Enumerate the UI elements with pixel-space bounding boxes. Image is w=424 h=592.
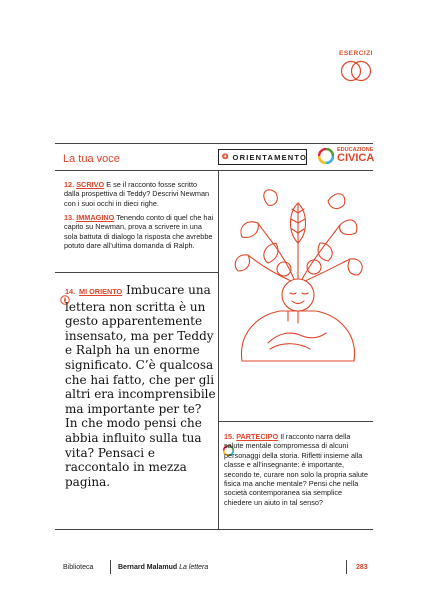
exercise-15 bbox=[224, 432, 371, 507]
exercise-text: Tenendo conto di quel che hai capito su Newman, prova a scrivere in una sola battuta di dialogo la risposta che avrebbe potuto dare all’ultima domanda di Ralph. bbox=[64, 213, 214, 251]
esercizi-label: ESERCIZI bbox=[339, 50, 373, 57]
footer-divider bbox=[110, 560, 111, 574]
exercise-text: E se il racconto fosse scritto dalla prospettiva di Teddy? Descrivi Newman con i suoi occhi in dieci righe. bbox=[64, 180, 210, 208]
footer-credit bbox=[118, 564, 208, 571]
civica-line2: CIVICA bbox=[337, 152, 375, 164]
exercise-number: 13. bbox=[64, 213, 75, 222]
exercise-tag: IMMAGINO bbox=[76, 213, 115, 222]
orientamento-label: ORIENTAMENTO bbox=[232, 152, 308, 162]
circles-icon bbox=[339, 60, 373, 82]
exercise-number: 15. bbox=[224, 432, 235, 441]
header-rule-bottom bbox=[55, 170, 373, 171]
rule-right-mid bbox=[218, 421, 373, 422]
exercise-tag: MI ORIENTO bbox=[78, 287, 123, 296]
exercise-tag: PARTECIPO bbox=[236, 432, 279, 441]
page-number: 283 bbox=[356, 564, 368, 571]
exercise-number: 14. bbox=[65, 287, 76, 296]
header-rule-top bbox=[55, 143, 373, 144]
orientamento-icon: ⭗ bbox=[222, 152, 230, 161]
educazione-civica-logo bbox=[318, 147, 374, 164]
exercise-text: Imbucare una lettera non scritta è un gesto apparentemente insensato, ma per Teddy e Ralph ha un enorme significato. C’è qualcosa che hai fatto, che per gli altri era incomprensibile ma importante per te? In che modo pensi che abbia influito sulla tua vita? Pensaci e raccontalo in mezza pagina. bbox=[65, 283, 216, 489]
exercise-tag: SCRIVO bbox=[76, 180, 105, 189]
orientamento-logo bbox=[218, 149, 307, 165]
civica-line1: EDUCAZIONE bbox=[337, 147, 374, 153]
exercise-text: Il racconto narra della salute mentale compromessa di alcuni personaggi della storia. Rifletti insieme alla classe e all’insegnante: è importante, secondo te, curare non solo la propria salute fisica ma anche mentale? Pensi che nella società contemporanea sia semplice chiedere un aiuto in tal senso? bbox=[224, 432, 368, 507]
illustration-plant-head bbox=[228, 183, 368, 373]
rule-bottom bbox=[55, 529, 373, 530]
sdg-wheel-icon bbox=[318, 148, 334, 164]
section-title: La tua voce bbox=[63, 153, 120, 165]
column-divider bbox=[218, 171, 219, 529]
footer-divider-right bbox=[346, 560, 347, 574]
footer-work: La lettera bbox=[179, 564, 209, 571]
footer-author: Bernard Malamud bbox=[118, 564, 178, 571]
footer-section: Biblioteca bbox=[63, 564, 94, 571]
esercizi-badge bbox=[336, 50, 376, 82]
rule-left-mid bbox=[55, 272, 218, 273]
exercise-number: 12. bbox=[64, 180, 75, 189]
exercise-13 bbox=[64, 213, 214, 251]
exercise-12 bbox=[64, 180, 214, 208]
